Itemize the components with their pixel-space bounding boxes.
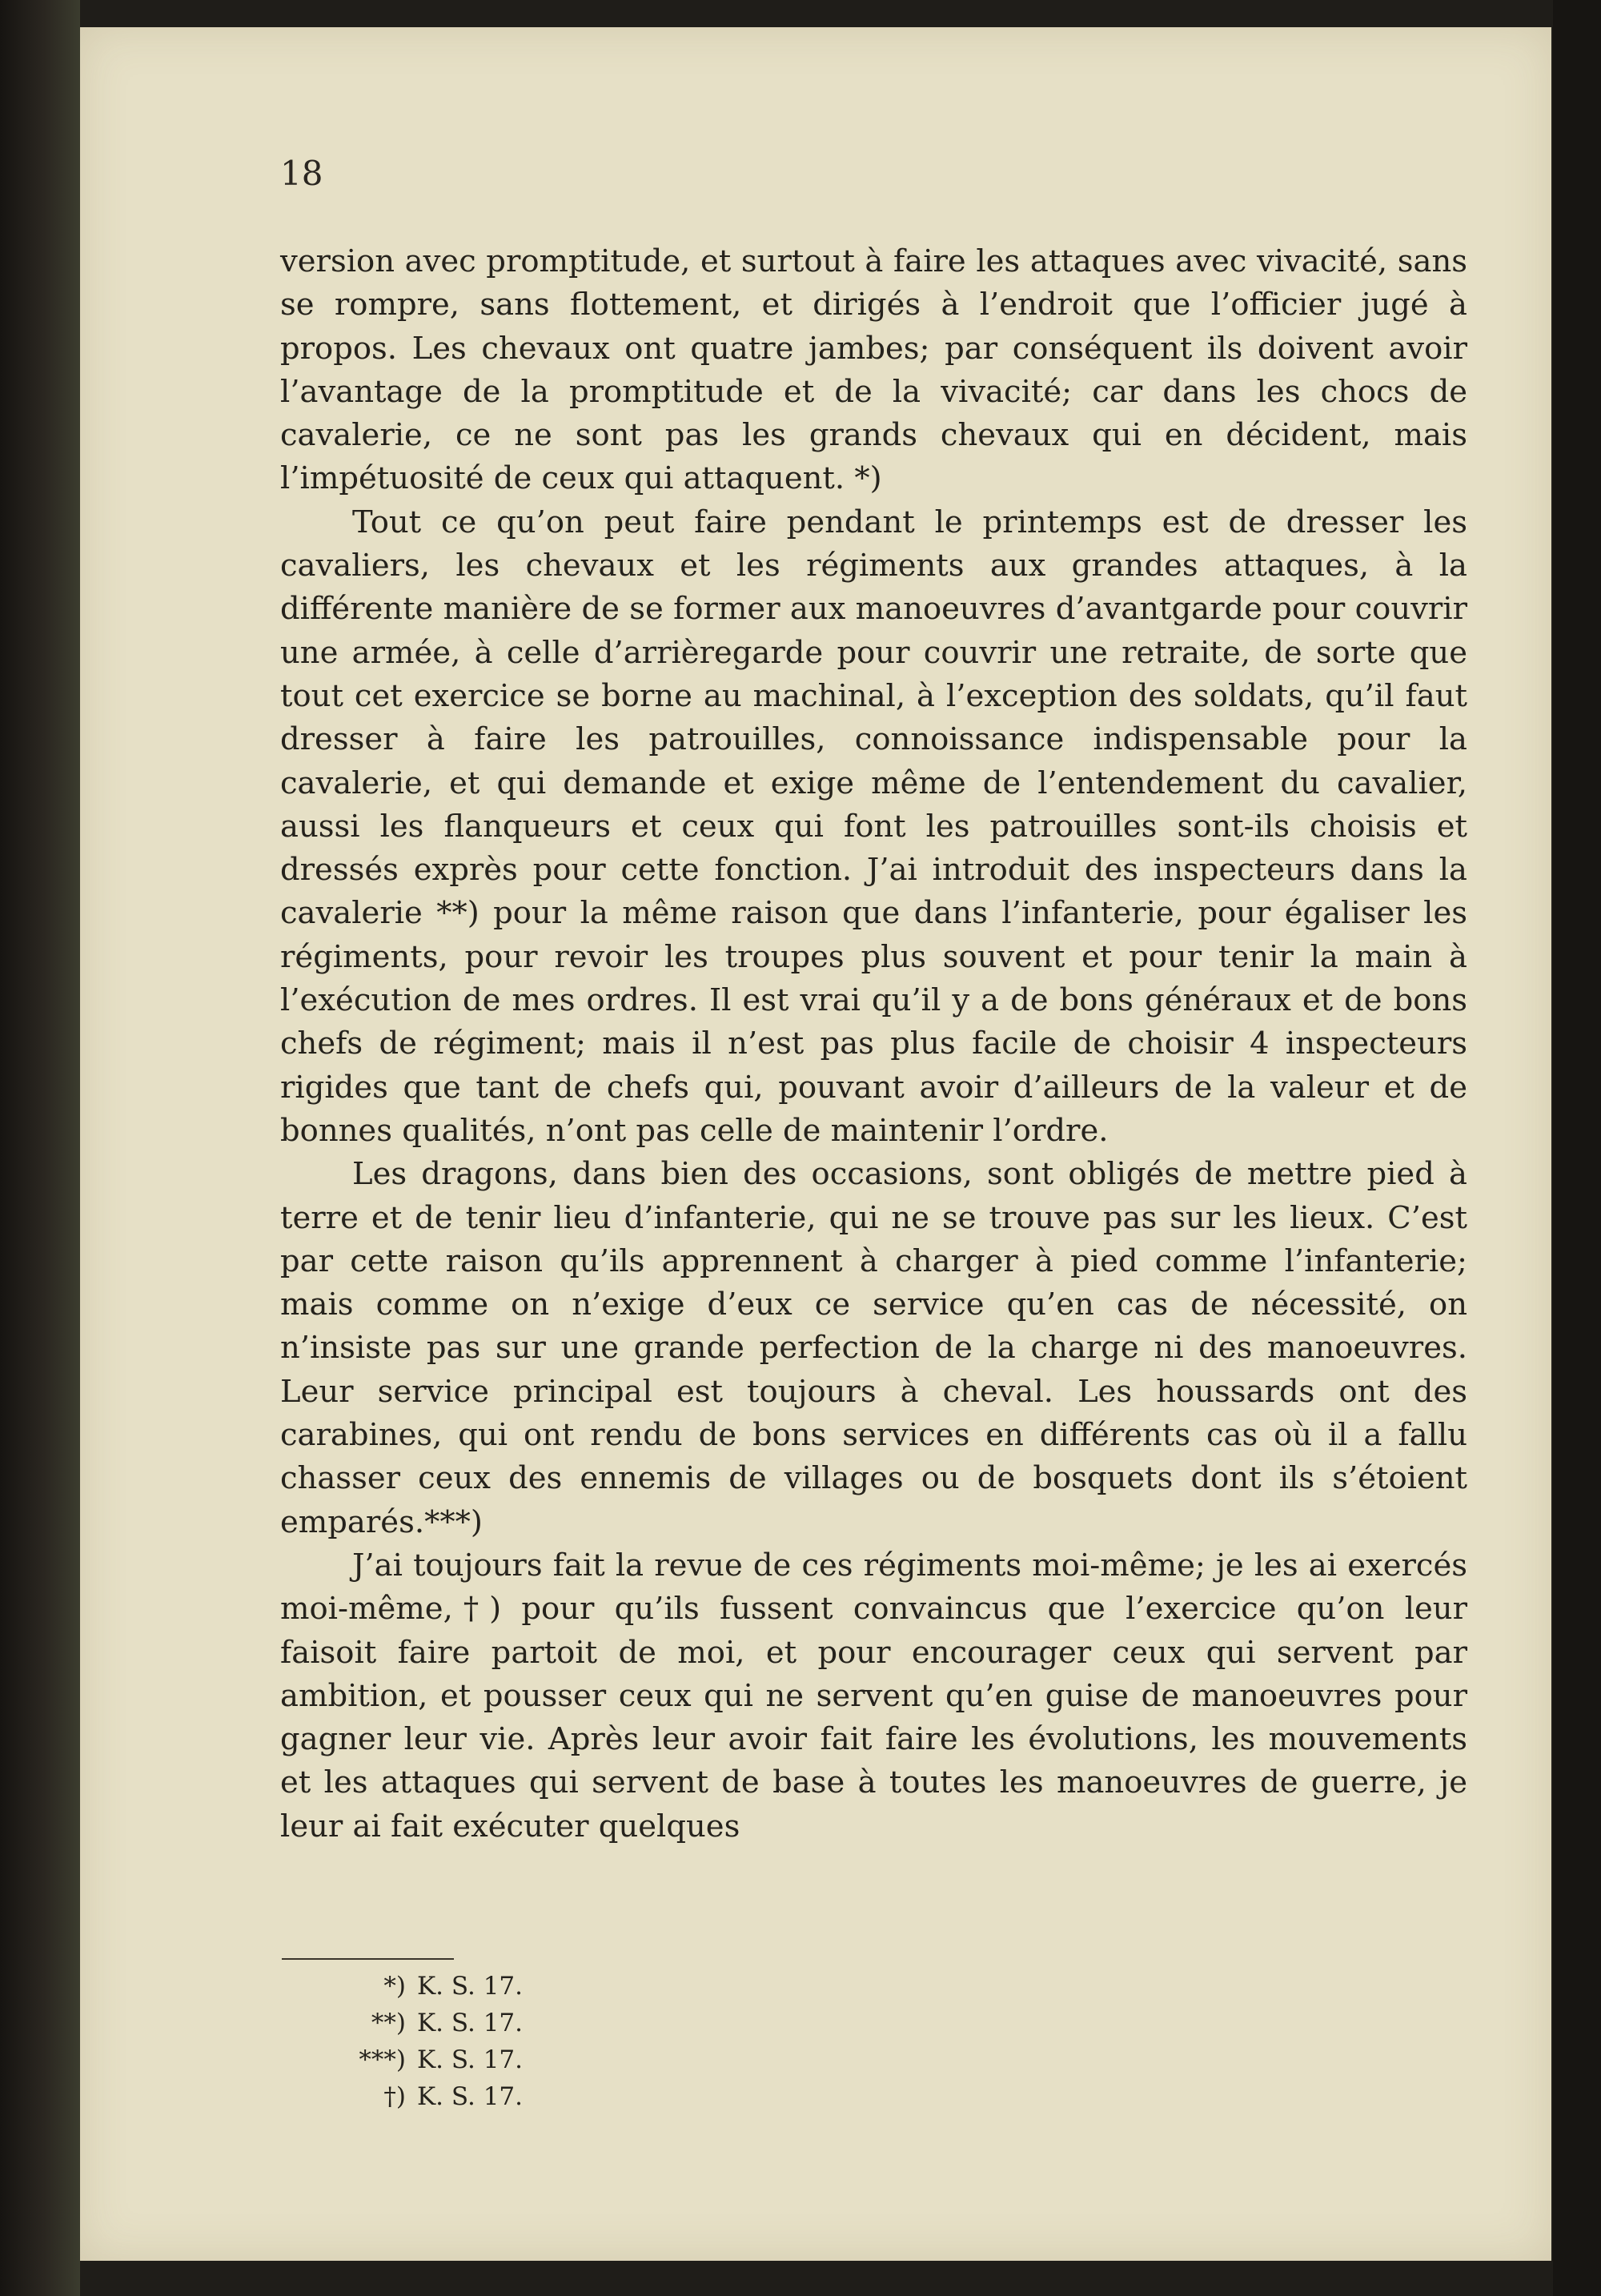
footnote-text: K. S. 17. <box>417 2082 524 2111</box>
footnote-separator-rule <box>282 1958 454 1960</box>
footnote-text: K. S. 17. <box>417 2045 524 2074</box>
footnote-mark: *) <box>383 1972 406 2001</box>
footnote <box>282 1968 666 2005</box>
footnote <box>282 2041 666 2078</box>
footnote-text: K. S. 17. <box>417 1972 524 2001</box>
paragraph-1: version avec promptitude, et surtout à faire les attaques avec vivacité, sans se rompre, sans flottement, et dirigés à l’endroit que l’officier jugé à propos. Les chevaux ont quatre jambes; par conséquent ils doivent avoir l’avantage de la promptitude et de la vivacité; car dans les chocs de cavalerie, ce ne sont pas les grands chevaux qui en décident, mais l’impétuosité de ceux qui attaquent. *) <box>280 243 1467 497</box>
footnote-mark: **) <box>371 2009 406 2037</box>
footnote-mark: ***) <box>359 2045 406 2074</box>
book-binding-right-edge <box>1553 0 1601 2296</box>
page-body <box>280 240 1467 1848</box>
footnote-mark: †) <box>383 2082 406 2111</box>
footnote <box>282 2078 666 2115</box>
paragraph-3: Les dragons, dans bien des occasions, sont obligés de mettre pied à terre et de tenir lieu d’infanterie, qui ne se trouve pas sur les lieux. C’est par cette raison qu’ils apprennent à charger à pied comme l’infanterie; mais comme on n’exige d’eux ce service qu’en cas de nécessité, on n’insiste pas sur une grande perfection de la charge ni des manoeuvres. Leur service principal est toujours à cheval. Les houssards ont des carabines, qui ont rendu de bons services en différents cas où il a fallu chasser ceux des ennemis de villages ou de bosquets dont ils s’étoient emparés.***) <box>280 1156 1467 1540</box>
page-number: 18 <box>280 154 323 193</box>
footnote-text: K. S. 17. <box>417 2009 524 2037</box>
footnote <box>282 2005 666 2041</box>
book-binding-left-edge <box>0 0 80 2296</box>
footnotes <box>282 1968 666 2115</box>
paragraph-2: Tout ce qu’on peut faire pendant le printemps est de dresser les cavaliers, les chevaux et les régiments aux grandes attaques, à la différente manière de se former aux manoeuvres d’avantgarde pour couvrir une armée, à celle d’arrièregarde pour couvrir une retraite, de sorte que tout cet exercice se borne au machinal, à l’exception des soldats, qu’il faut dresser à faire les patrouilles, connoissance indispensable pour la cavalerie, et qui demande et exige même de l’entendement du cavalier, aussi les flanqueurs et ceux qui font les patrouilles sont-ils choisis et dressés exprès pour cette fonction. J’ai introduit des inspecteurs dans la cavalerie **) pour la même raison que dans l’infanterie, pour égaliser les régiments, pour revoir les troupes plus souvent et pour tenir la main à l’exécution de mes ordres. Il est vrai qu’il y a de bons généraux et de bons chefs de régiment; mais il n’est pas plus facile de choisir 4 inspecteurs rigides que tant de chefs qui, pouvant avoir d’ailleurs de la valeur et de bonnes qualités, n’ont pas celle de maintenir l’ordre. <box>280 504 1467 1149</box>
paragraph-4: J’ai toujours fait la revue de ces régiments moi-même; je les ai exercés moi-même,†) pour qu’ils fussent convaincus que l’exercice qu’on leur faisoit faire partoit de moi, et pour encourager ceux qui servent par ambition, et pousser ceux qui ne servent qu’en guise de manoeuvres pour gagner leur vie. Après leur avoir fait faire les évolutions, les mouvements et les attaques qui servent de base à toutes les manoeuvres de guerre, je leur ai fait exécuter quelques <box>280 1547 1467 1844</box>
